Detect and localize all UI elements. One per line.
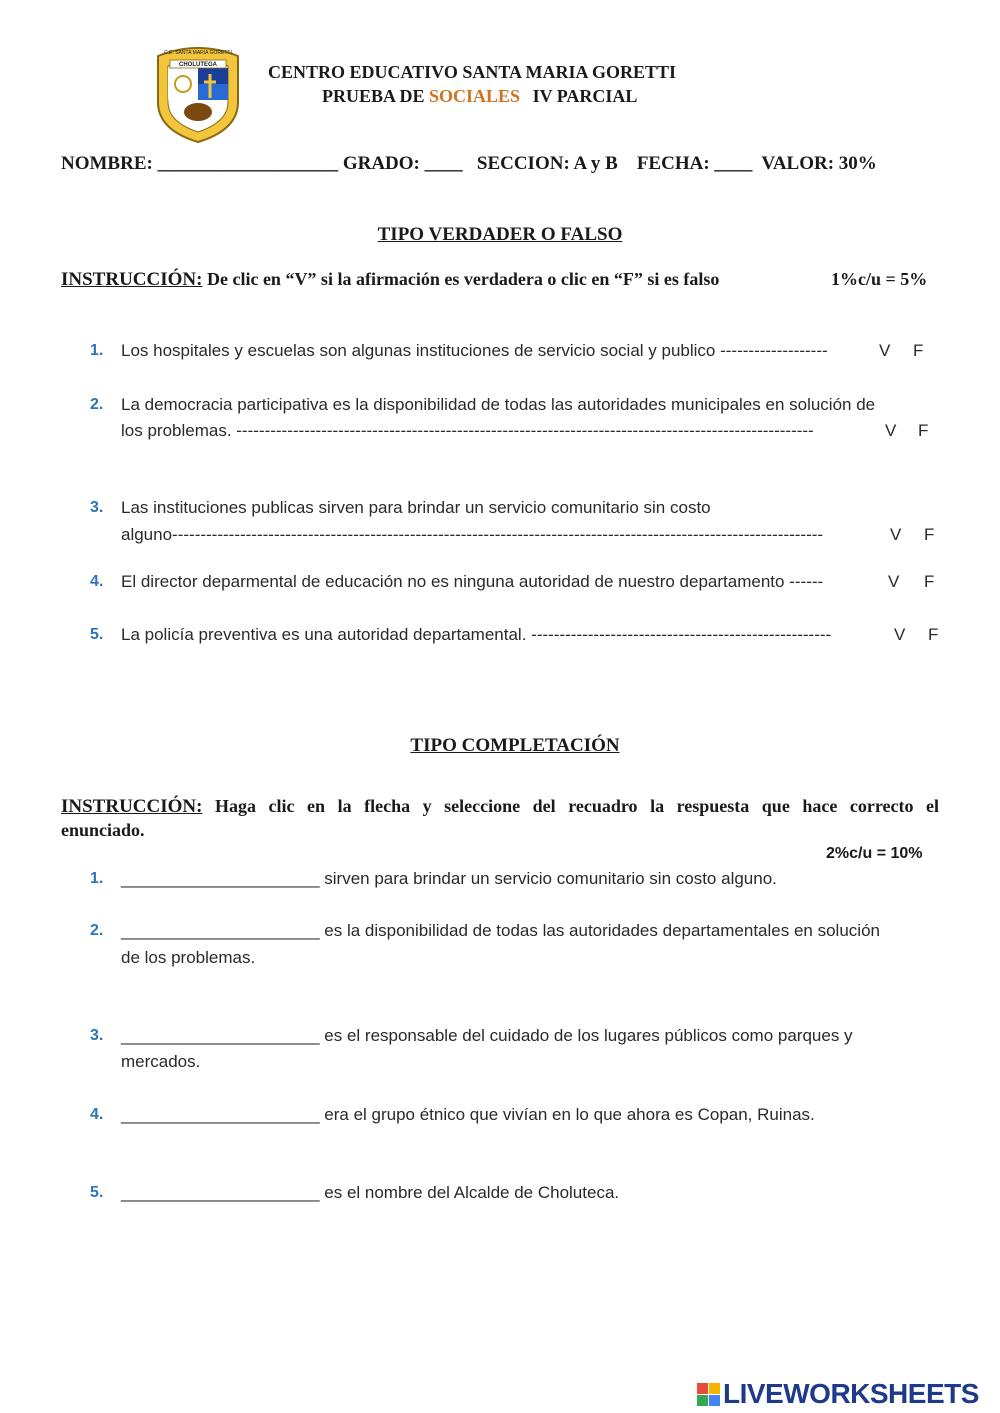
completion-text: sirven para brindar un servicio comunitario sin costo alguno. [319, 869, 777, 888]
tf-item-number: 5. [90, 626, 104, 643]
completion-text: era el grupo étnico que vivían en lo que ahora es Copan, Ruinas. [319, 1105, 815, 1124]
liveworksheets-logo [697, 1377, 979, 1411]
tf-item-text: Las instituciones publicas sirven para brindar un servicio comunitario sin costo [121, 498, 711, 517]
instruction-label: INSTRUCCIÓN: [61, 796, 203, 817]
answer-dropdown[interactable]: _____________________ [121, 1026, 320, 1045]
points-completion: 2%c/u = 10% [826, 845, 923, 862]
tf-item-text-cont: los problemas. ------------------------------------------------------------------------------------------------------ [121, 421, 814, 440]
instruction-completion-cont: enunciado. [61, 820, 145, 840]
answer-dropdown[interactable]: _____________________ [121, 1183, 320, 1202]
instruction-completion [61, 796, 939, 818]
section-title-completion: TIPO COMPLETACIÓN [410, 735, 620, 756]
answer-dropdown[interactable]: _____________________ [121, 1105, 320, 1124]
test-title [322, 86, 637, 107]
instruction-text: Haga clic en la flecha y seleccione del recuadro la respuesta que hace correcto el [215, 796, 940, 816]
tf-item-number: 1. [90, 342, 104, 359]
test-title-prefix: PRUEBA DE [322, 86, 425, 106]
liveworksheets-brand: LIVEWORKSHEETS [723, 1378, 979, 1409]
false-option[interactable]: F [924, 572, 935, 591]
false-option[interactable]: F [913, 341, 924, 360]
completion-item-number: 5. [90, 1184, 104, 1201]
completion-item-text-cont: mercados. [121, 1052, 201, 1071]
completion-item-text [121, 1026, 853, 1046]
true-option[interactable]: V [888, 572, 900, 591]
completion-text: es la disponibilidad de todas las autoridades departamentales en solución [319, 921, 880, 940]
svg-text:C.E. SANTA MARIA GORETTI: C.E. SANTA MARIA GORETTI [164, 50, 232, 56]
instruction-text: De clic en “V” si la afirmación es verdadera o clic en “F” si es falso [206, 269, 720, 289]
instruction-true-false [61, 269, 719, 291]
svg-text:CHOLUTEGA: CHOLUTEGA [179, 62, 217, 68]
tf-item-text: El director deparmental de educación no es ninguna autoridad de nuestro departamento ------ [121, 572, 824, 591]
completion-item-text-cont: de los problemas. [121, 948, 256, 967]
completion-item-number: 1. [90, 870, 104, 887]
subject-name: SOCIALES [429, 86, 521, 106]
tf-item-text-cont: alguno------------------------------------------------------------------------------------------------------------------- [121, 525, 824, 544]
tf-item-text: Los hospitales y escuelas son algunas instituciones de servicio social y publico ------------------- [121, 341, 828, 360]
completion-item-number: 2. [90, 922, 104, 939]
answer-dropdown[interactable]: _____________________ [121, 869, 320, 888]
true-option[interactable]: V [890, 525, 902, 544]
completion-item-text [121, 1105, 815, 1125]
answer-dropdown[interactable]: _____________________ [121, 921, 320, 940]
section-title-true-false: TIPO VERDADER O FALSO [377, 224, 623, 245]
completion-text: es el responsable del cuidado de los lugares públicos como parques y [319, 1026, 853, 1045]
completion-text: es el nombre del Alcalde de Choluteca. [319, 1183, 620, 1202]
false-option[interactable]: F [924, 525, 935, 544]
student-info-line: NOMBRE: ___________________ GRADO: ____ SECCION: A y B FECHA: ____ VALOR: 30% [61, 153, 877, 174]
instruction-label: INSTRUCCIÓN: [61, 269, 203, 290]
completion-item-number: 4. [90, 1106, 104, 1123]
tf-item-number: 4. [90, 573, 104, 590]
completion-item-number: 3. [90, 1027, 104, 1044]
false-option[interactable]: F [918, 421, 929, 440]
completion-item-text [121, 1183, 619, 1203]
true-option[interactable]: V [879, 341, 891, 360]
tf-item-text: La democracia participativa es la disponibilidad de todas las autoridades municipales en solución de [121, 395, 876, 414]
completion-item-text [121, 869, 777, 889]
tf-item-text: La policía preventiva es una autoridad departamental. ----------------------------------------------------- [121, 625, 832, 644]
school-name: CENTRO EDUCATIVO SANTA MARIA GORETTI [268, 62, 677, 82]
school-crest-logo [150, 44, 246, 144]
true-option[interactable]: V [885, 421, 897, 440]
points-true-false: 1%c/u = 5% [831, 269, 928, 289]
true-option[interactable]: V [894, 625, 906, 644]
parcial-label: IV PARCIAL [532, 86, 638, 106]
liveworksheets-badge-icon [697, 1383, 720, 1406]
false-option[interactable]: F [928, 625, 939, 644]
tf-item-number: 2. [90, 396, 104, 413]
completion-item-text [121, 921, 880, 941]
tf-item-number: 3. [90, 499, 104, 516]
